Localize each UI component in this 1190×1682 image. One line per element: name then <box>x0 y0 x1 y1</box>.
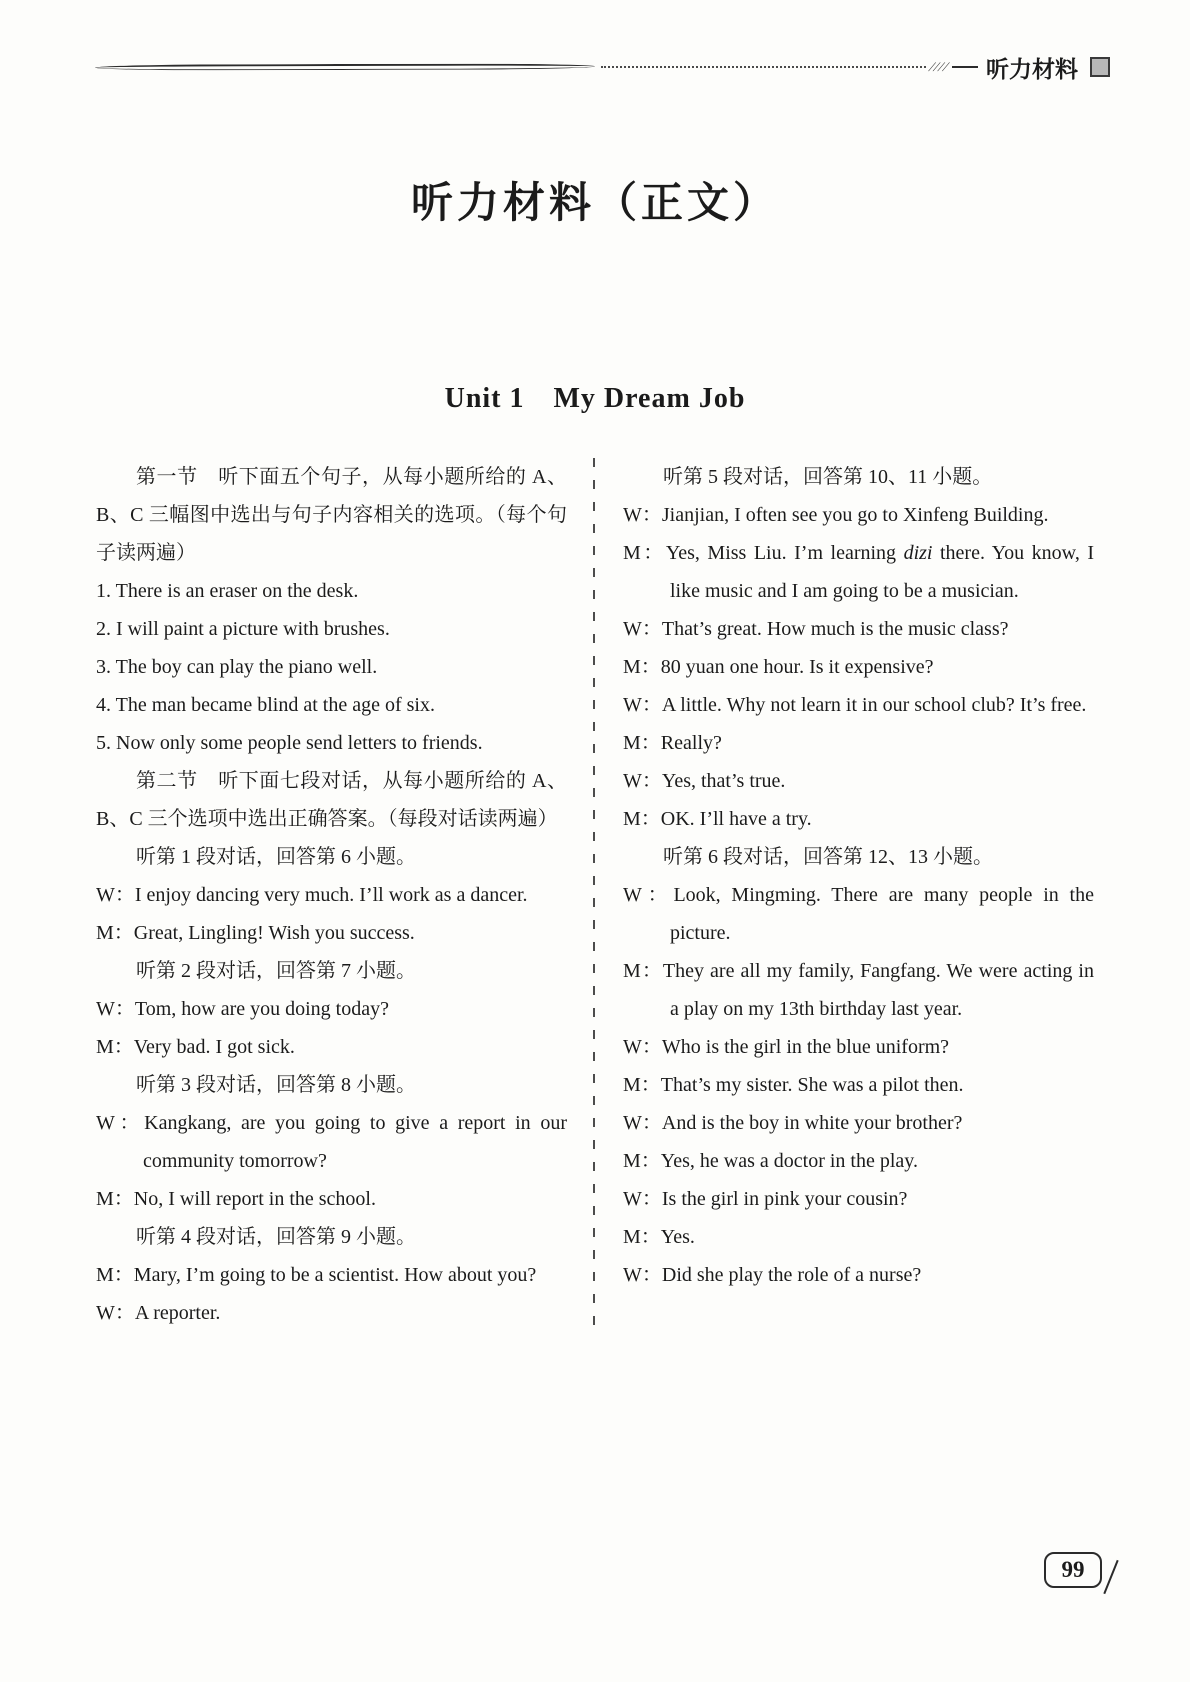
speaker-label: W： <box>623 770 662 793</box>
header-slashes-mark: //// <box>927 59 951 74</box>
dialog-line: W：A little. Why not learn it in our school club? It’s free. <box>623 694 1087 717</box>
speaker-label: W： <box>96 884 135 907</box>
dialog-line: W：Is the girl in pink your cousin? <box>623 1188 908 1211</box>
cue-line: 听第 4 段对话，回答第 9 小题。 <box>136 1226 416 1249</box>
dialog-line: M：Mary, I’m going to be a scientist. How about you? <box>96 1264 537 1287</box>
speaker-label: M： <box>623 808 661 831</box>
speaker-label: M： <box>623 1150 661 1173</box>
sentence-item: 2. I will paint a picture with brushes. <box>96 618 390 641</box>
dialog-line: W：Jianjian, I often see you go to Xinfeng Building. <box>623 504 1049 527</box>
speaker-label: W： <box>623 884 674 907</box>
page-header <box>95 52 1110 82</box>
dialog-line: M：80 yuan one hour. Is it expensive? <box>623 656 934 679</box>
right-column <box>595 458 1094 1332</box>
sentence-item: 5. Now only some people send letters to friends. <box>96 732 483 755</box>
speaker-label: W： <box>623 504 662 527</box>
running-head-label: 听力材料 <box>986 55 1078 82</box>
speaker-label: M： <box>623 656 661 679</box>
cue-line: 听第 5 段对话，回答第 10、11 小题。 <box>663 466 993 489</box>
page-number-value: 99 <box>1061 1557 1085 1582</box>
dialog-line: W：Yes, that’s true. <box>623 770 786 793</box>
cue-line: 听第 3 段对话，回答第 8 小题。 <box>136 1074 416 1097</box>
cue-line: 听第 1 段对话，回答第 6 小题。 <box>136 846 416 869</box>
sentence-item: 1. There is an eraser on the desk. <box>96 580 359 603</box>
speaker-label: M： <box>623 1074 661 1097</box>
left-column <box>96 458 593 1332</box>
speaker-label: W： <box>623 618 662 641</box>
speaker-label: W： <box>623 1036 662 1059</box>
speaker-label: W： <box>96 1302 135 1325</box>
dialog-line: M：Yes, Miss Liu. I’m learning dizi there. You know, I like music and I am going to be a musician. <box>623 542 1094 603</box>
speaker-label: W： <box>623 1188 662 1211</box>
dialog-line: M：Yes, he was a doctor in the play. <box>623 1150 918 1173</box>
dialog-line: M：Great, Lingling! Wish you success. <box>96 922 415 945</box>
cue-line: 听第 2 段对话，回答第 7 小题。 <box>136 960 416 983</box>
dialog-line: W：Look, Mingming. There are many people in the picture. <box>623 884 1094 945</box>
dialog-line: W：A reporter. <box>96 1302 221 1325</box>
speaker-label: W： <box>623 694 662 717</box>
cue-line: 听第 6 段对话，回答第 12、13 小题。 <box>663 846 993 869</box>
dialog-line: W：Who is the girl in the blue uniform? <box>623 1036 950 1059</box>
speaker-label: M： <box>623 960 663 983</box>
section-paragraph: 第一节 听下面五个句子，从每小题所给的 A、B、C 三幅图中选出与句子内容相关的选项。（每个句子读两遍） <box>96 466 567 565</box>
dialog-line: M：That’s my sister. She was a pilot then. <box>623 1074 964 1097</box>
dialog-line: M：Really? <box>623 732 722 755</box>
speaker-label: W： <box>623 1264 662 1287</box>
two-column-body <box>0 458 1190 1332</box>
speaker-label: W： <box>96 1112 145 1135</box>
sentence-item: 3. The boy can play the piano well. <box>96 656 378 679</box>
dialog-line: W：That’s great. How much is the music class? <box>623 618 1009 641</box>
speaker-label: M： <box>96 1264 134 1287</box>
speaker-label: M： <box>96 1036 134 1059</box>
speaker-label: M： <box>96 922 134 945</box>
header-square-icon <box>1090 57 1110 77</box>
unit-title: Unit 1 My Dream Job <box>444 383 746 415</box>
speaker-label: M： <box>623 542 666 565</box>
dialog-line: W：And is the boy in white your brother? <box>623 1112 963 1135</box>
page-number <box>1044 1552 1102 1588</box>
speaker-label: M： <box>623 1226 661 1249</box>
dialog-line: W：Kangkang, are you going to give a report in our community tomorrow? <box>96 1112 567 1173</box>
page-number-slash-icon <box>1103 1560 1118 1594</box>
header-dash-rule <box>952 66 978 68</box>
speaker-label: M： <box>623 732 661 755</box>
speaker-label: W： <box>623 1112 662 1135</box>
header-dotted-rule <box>601 66 926 68</box>
dialog-line: W：Tom, how are you doing today? <box>96 998 389 1021</box>
speaker-label: M： <box>96 1188 134 1211</box>
dialog-line: M：Yes. <box>623 1226 695 1249</box>
header-wavy-rule <box>95 63 595 70</box>
dialog-line: M：They are all my family, Fangfang. We were acting in a play on my 13th birthday last year. <box>623 960 1094 1021</box>
dialog-line: M：No, I will report in the school. <box>96 1188 376 1211</box>
main-title: 听力材料（正文） <box>410 179 779 226</box>
dialog-line: W：I enjoy dancing very much. I’ll work as a dancer. <box>96 884 528 907</box>
section-paragraph: 第二节 听下面七段对话，从每小题所给的 A、B、C 三个选项中选出正确答案。（每段对话读两遍） <box>96 770 567 831</box>
sentence-item: 4. The man became blind at the age of six. <box>96 694 435 717</box>
dialog-line: M：Very bad. I got sick. <box>96 1036 295 1059</box>
dialog-line: W：Did she play the role of a nurse? <box>623 1264 922 1287</box>
dialog-line: M：OK. I’ll have a try. <box>623 808 812 831</box>
speaker-label: W： <box>96 998 135 1021</box>
